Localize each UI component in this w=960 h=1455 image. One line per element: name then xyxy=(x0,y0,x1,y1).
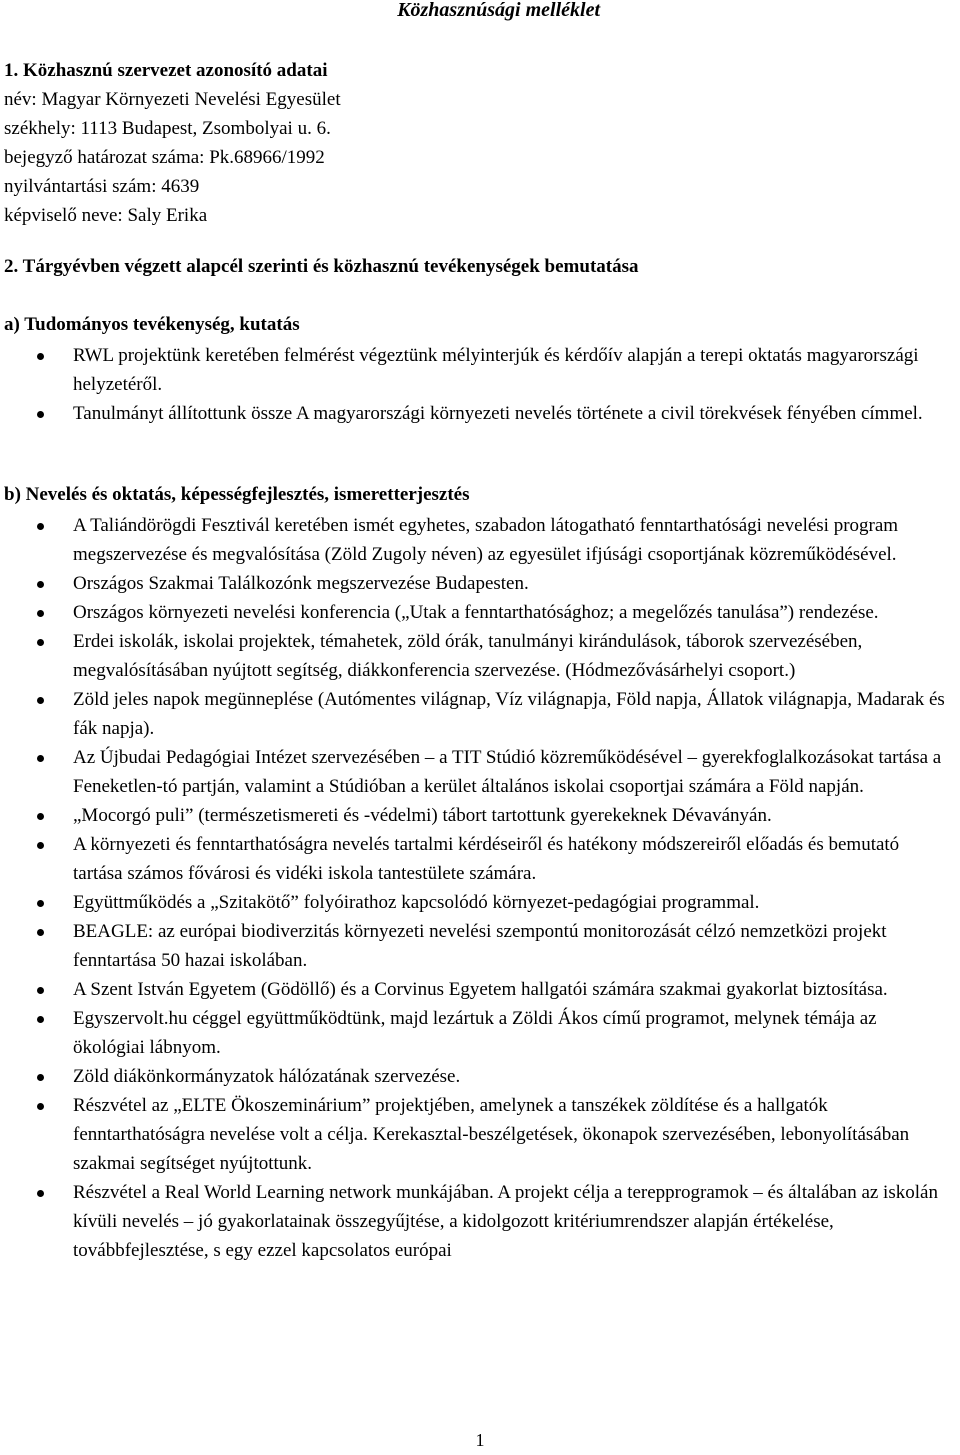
org-register-number-line: nyilvántartási szám: 4639 xyxy=(4,176,200,197)
list-item: Országos környezeti nevelési konferencia („Utak a fenntarthatósághoz; a megelőzés tanulása”) rendezése. xyxy=(4,598,954,627)
list-item: A Taliándörögdi Fesztivál keretében ismét egyhetes, szabadon látogatható fenntarthatósági nevelési program megszervezése és megvalósítása (Zöld Zugoly néven) az egyesület ifjúsági csoportjának közreműködésével. xyxy=(4,511,954,569)
subsection-b xyxy=(4,480,954,1265)
subsection-a xyxy=(4,310,954,428)
list-item: BEAGLE: az európai biodiverzitás környezeti nevelési szempontú monitorozását célzó nemzetközi projekt fenntartása 50 hazai iskolában. xyxy=(4,917,954,975)
subsection-b-title: b) Nevelés és oktatás, képességfejlesztés, ismeretterjesztés xyxy=(4,484,470,505)
organization-identification xyxy=(4,56,944,230)
list-item: Egyszervolt.hu céggel együttműködtünk, majd lezártuk a Zöldi Ákos című programot, melynek témája az ökológiai lábnyom. xyxy=(4,1004,954,1062)
list-item: Együttműködés a „Szitakötő” folyóirathoz kapcsolódó környezet-pedagógiai programmal. xyxy=(4,888,954,917)
annex-title: Közhasznúsági melléklet xyxy=(397,0,600,21)
subsection-b-list xyxy=(4,511,954,1265)
list-item: A Szent István Egyetem (Gödöllő) és a Corvinus Egyetem hallgatói számára szakmai gyakorlat biztosítása. xyxy=(4,975,954,1004)
list-item: RWL projektünk keretében felmérést végeztünk mélyinterjúk és kérdőív alapján a terepi oktatás magyarországi helyzetéről. xyxy=(4,341,954,399)
bullet-icon xyxy=(37,1016,44,1023)
org-registration-decision-line: bejegyző határozat száma: Pk.68966/1992 xyxy=(4,147,325,168)
section2-title: 2. Tárgyévben végzett alapcél szerinti és közhasznú tevékenységek bemutatása xyxy=(4,256,639,277)
list-item: Zöld jeles napok megünneplése (Autómentes világnap, Víz világnapja, Föld napja, Állatok világnapja, Madarak és fák napja). xyxy=(4,685,954,743)
bullet-icon xyxy=(37,813,44,820)
org-name-line: név: Magyar Környezeti Nevelési Egyesület xyxy=(4,89,341,110)
list-item: A környezeti és fenntarthatóságra nevelés tartalmi kérdéseiről és hatékony módszereiről előadás és bemutató tartása számos fővárosi és vidéki iskola tantestülete számára. xyxy=(4,830,954,888)
section1-title: 1. Közhasznú szervezet azonosító adatai xyxy=(4,60,328,81)
org-seat-line: székhely: 1113 Budapest, Zsombolyai u. 6. xyxy=(4,118,331,139)
page-number: 1 xyxy=(475,1430,485,1450)
bullet-icon xyxy=(37,639,44,646)
bullet-icon xyxy=(37,1074,44,1081)
bullet-icon xyxy=(37,1190,44,1197)
list-item: Részvétel az „ELTE Ökoszeminárium” projektjében, amelynek a tanszékek zöldítése és a hallgatók fenntarthatóságra nevelése volt a célja. Kerekasztal-beszélgetések, ökonapok szervezésében, lebonyolításában szakmai segítséget nyújtottunk. xyxy=(4,1091,954,1178)
bullet-icon xyxy=(37,353,44,360)
list-item: Zöld diákönkormányzatok hálózatának szervezése. xyxy=(4,1062,954,1091)
list-item: Erdei iskolák, iskolai projektek, témahetek, zöld órák, tanulmányi kirándulások, táborok szervezésében, megvalósításában nyújtott segítség, diákkonferencia szervezése. (Hódmezővásárhelyi csoport.) xyxy=(4,627,954,685)
bullet-icon xyxy=(37,581,44,588)
bullet-icon xyxy=(37,929,44,936)
subsection-a-title: a) Tudományos tevékenység, kutatás xyxy=(4,314,300,335)
list-item: Tanulmányt állítottunk össze A magyarországi környezeti nevelés története a civil törekvések fényében címmel. xyxy=(4,399,954,428)
bullet-icon xyxy=(37,610,44,617)
subsection-a-list xyxy=(4,341,954,428)
list-item: Részvétel a Real World Learning network munkájában. A projekt célja a terepprogramok – és általában az iskolán kívüli nevelés – jó gyakorlatainak összegyűjtése, a kidolgozott kritériumrendszer alapján értékelése, továbbfejlesztése, s egy ezzel kapcsolatos európai xyxy=(4,1178,954,1265)
bullet-icon xyxy=(37,842,44,849)
bullet-icon xyxy=(37,755,44,762)
list-item: „Mocorgó puli” (természetismereti és -védelmi) tábort tartottunk gyerekeknek Dévaványán. xyxy=(4,801,954,830)
bullet-icon xyxy=(37,1103,44,1110)
list-item: Az Újbudai Pedagógiai Intézet szervezésében – a TIT Stúdió közreműködésével – gyerekfoglalkozásokat tartása a Feneketlen-tó partján, valamint a Stúdióban a kerület általános iskolai csoportjai számára a Föld napján. xyxy=(4,743,954,801)
bullet-icon xyxy=(37,697,44,704)
org-representative-line: képviselő neve: Saly Erika xyxy=(4,205,208,226)
bullet-icon xyxy=(37,523,44,530)
list-item: Országos Szakmai Találkozónk megszervezése Budapesten. xyxy=(4,569,954,598)
bullet-icon xyxy=(37,411,44,418)
bullet-icon xyxy=(37,900,44,907)
bullet-icon xyxy=(37,987,44,994)
